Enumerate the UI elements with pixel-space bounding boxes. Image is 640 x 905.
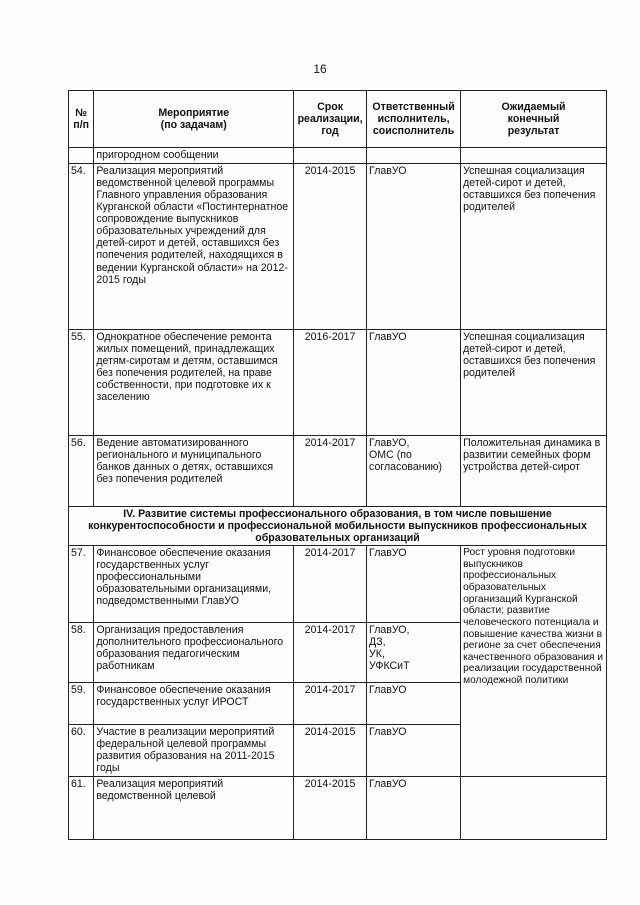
row-executor: [367, 148, 461, 164]
row-executor: ГлавУО: [367, 164, 461, 330]
merged-result: Рост уровня подготовки выпускников профессиональных образовательных организаций Курганской области; развитие человеческого потенциала и повышение качества жизни в регионе за счет обеспечения качественного образования и реализации государственной молодежной политики: [461, 546, 607, 777]
row-executor: ГлавУО: [367, 725, 461, 777]
row-executor: ГлавУО: [367, 683, 461, 725]
header-num: № п/п: [69, 91, 94, 148]
table-row: [69, 148, 607, 164]
row-activity: Реализация мероприятий ведомственной целевой: [94, 777, 294, 840]
row-result: Успешная социализация детей-сирот и детей, оставшихся без попечения родителей: [461, 164, 607, 330]
row-num: 61.: [69, 777, 94, 840]
row-term: 2014-2017: [294, 546, 367, 623]
header-result: Ожидаемый конечный результат: [461, 91, 607, 148]
table-row: [69, 546, 607, 623]
table-header-row: [69, 91, 607, 148]
table-row: [69, 777, 607, 840]
row-result: [461, 148, 607, 164]
row-result: Успешная социализация детей-сирот и детей, оставшихся без попечения родителей: [461, 330, 607, 436]
row-executor: ГлавУО: [367, 546, 461, 623]
row-term: 2014-2017: [294, 436, 367, 507]
row-num: 58.: [69, 623, 94, 683]
row-executor: ГлавУО, ОМС (по согласованию): [367, 436, 461, 507]
section-row: [69, 507, 607, 546]
row-executor: ГлавУО: [367, 330, 461, 436]
row-activity: Финансовое обеспечение оказания государственных услуг профессиональными образовательными организациями, подведомственными ГлавУО: [94, 546, 294, 623]
row-activity: Реализация мероприятий ведомственной целевой программы Главного управления образования Курганской области «Постинтернатное сопровождение выпускников образовательных учреждений для детей-сирот и детей, оставшихся без попечения родителей, находящихся в ведении Курганской области» на 2012-2015 годы: [94, 164, 294, 330]
row-num: 55.: [69, 330, 94, 436]
table-row: [69, 330, 607, 436]
row-executor: ГлавУО: [367, 777, 461, 840]
row-activity: Однократное обеспечение ремонта жилых помещений, принадлежащих детям-сиротам и детям, оставшимся без попечения родителей, на праве собственности, при подготовке их к заселению: [94, 330, 294, 436]
row-term: 2014-2017: [294, 683, 367, 725]
row-num: 60.: [69, 725, 94, 777]
row-num: 59.: [69, 683, 94, 725]
row-result: [461, 777, 607, 840]
row-executor: ГлавУО, ДЗ, УК, УФКСиТ: [367, 623, 461, 683]
header-activity: Мероприятие (по задачам): [94, 91, 294, 148]
row-num: 56.: [69, 436, 94, 507]
row-term: [294, 148, 367, 164]
header-executor: Ответственный исполнитель, соисполнитель: [367, 91, 461, 148]
row-num: 54.: [69, 164, 94, 330]
header-term: Срок реализации, год: [294, 91, 367, 148]
row-activity: Участие в реализации мероприятий федеральной целевой программы развития образования на 2011-2015 годы: [94, 725, 294, 777]
page-number: 16: [313, 62, 327, 76]
row-term: 2014-2015: [294, 777, 367, 840]
table-row: [69, 436, 607, 507]
activities-table: [68, 90, 607, 840]
row-term: 2016-2017: [294, 330, 367, 436]
row-num: [69, 148, 94, 164]
row-num: 57.: [69, 546, 94, 623]
table-row: [69, 164, 607, 330]
section-title: IV. Развитие системы профессионального образования, в том числе повышение конкурентоспособности и профессиональной мобильности выпускников профессиональных образовательных организаций: [69, 507, 607, 546]
row-activity: Организация предоставления дополнительного профессионального образования педагогическим работникам: [94, 623, 294, 683]
row-activity: Финансовое обеспечение оказания государственных услуг ИРОСТ: [94, 683, 294, 725]
row-activity: пригородном сообщении: [94, 148, 294, 164]
row-term: 2014-2015: [294, 725, 367, 777]
row-activity: Ведение автоматизированного регионального и муниципального банков данных о детях, оставшихся без попечения родителей: [94, 436, 294, 507]
row-result: Положительная динамика в развитии семейных форм устройства детей-сирот: [461, 436, 607, 507]
row-term: 2014-2015: [294, 164, 367, 330]
row-term: 2014-2017: [294, 623, 367, 683]
